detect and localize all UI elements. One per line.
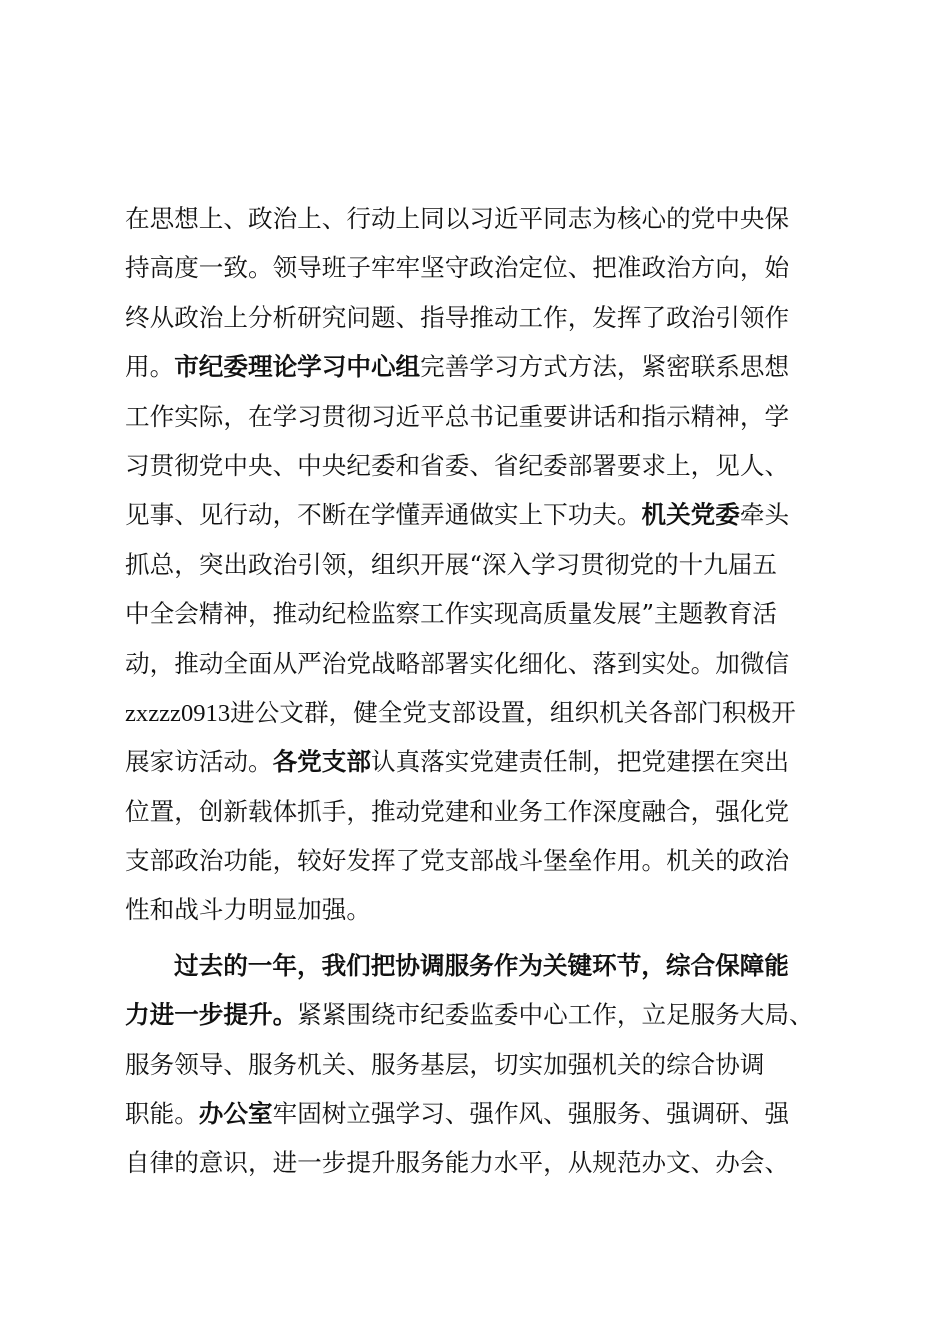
text-segment: 抓总，突出政治引领，组织开展“深入学习贯彻党的十九届五 (125, 549, 778, 579)
text-line (125, 688, 835, 737)
text-segment: 中全会精神，推动纪检监察工作实现高质量发展”主题教育活 (125, 599, 778, 629)
text-segment: 在思想上、政治上、行动上同以习近平同志为核心的党中央保 (125, 204, 790, 233)
text-segment: 认真落实党建责任制，把党建摆在突出 (370, 747, 790, 777)
text-segment: zxzzz0913 (125, 699, 231, 727)
bold-text-segment: 市纪委理论学习中心组 (174, 352, 421, 382)
text-segment: 工作实际，在学习贯彻习近平总书记重要讲话和指示精神，学 (125, 401, 790, 431)
text-segment: 见事、见行动，不断在学懂弄通做实上下功夫。 (125, 500, 642, 530)
text-line (125, 1040, 835, 1089)
text-line (125, 243, 835, 292)
text-segment: 展家访活动。 (125, 747, 273, 777)
text-line (125, 589, 835, 638)
text-segment: 性和战斗力明显加强。 (125, 895, 371, 925)
text-line (125, 885, 835, 934)
bold-text-segment: 力进一步提升。 (125, 1000, 298, 1030)
text-line (125, 293, 835, 342)
text-line (125, 540, 835, 589)
bold-text-segment: 过去的一年，我们把协调服务作为关键环节，综合保障能 (174, 950, 789, 980)
text-segment: 习贯彻党中央、中央纪委和省委、省纪委部署要求上，见人、 (125, 450, 790, 480)
bold-text-segment: 办公室 (198, 1099, 273, 1129)
text-line (125, 194, 835, 243)
text-line (125, 1138, 835, 1187)
text-line (125, 941, 835, 990)
text-line (125, 787, 835, 836)
bold-text-segment: 各党支部 (272, 747, 371, 777)
text-segment: 牢固树立强学习、强作风、强服务、强调研、强 (272, 1099, 790, 1129)
text-line (125, 441, 835, 490)
text-segment: 用。 (125, 352, 175, 382)
text-line (125, 392, 835, 441)
text-segment: 终从政治上分析研究问题、指导推动工作，发挥了政治引领作 (125, 302, 790, 332)
text-line (125, 836, 835, 885)
document-body (125, 194, 835, 1188)
text-segment: 自律的意识，进一步提升服务能力水平，从规范办文、办会、 (125, 1148, 790, 1178)
text-line (125, 639, 835, 688)
text-segment: 牵头 (739, 500, 790, 530)
text-line (125, 490, 835, 539)
text-segment: 服务领导、服务机关、服务基层，切实加强机关的综合协调 (125, 1049, 765, 1079)
text-segment: 动，推动全面从严治党战略部署实化细化、落到实处。加微信 (125, 648, 790, 678)
text-segment: 紧紧围绕市纪委监委中心工作，立足服务大局、 (297, 1000, 814, 1030)
text-line (125, 342, 835, 391)
bold-text-segment: 机关党委 (641, 500, 740, 530)
text-segment: 进公文群，健全党支部设置，组织机关各部门积极开 (230, 697, 796, 727)
text-line (125, 990, 835, 1039)
text-segment: 完善学习方式方法，紧密联系思想 (420, 352, 790, 382)
text-segment: 持高度一致。领导班子牢牢坚守政治定位、把准政治方向，始 (125, 253, 790, 283)
text-line (125, 737, 835, 786)
text-segment: 位置，创新载体抓手，推动党建和业务工作深度融合，强化党 (125, 796, 790, 826)
text-line (125, 1089, 835, 1138)
text-segment: 支部政治功能，较好发挥了党支部战斗堡垒作用。机关的政治 (125, 846, 790, 876)
text-segment: 职能。 (125, 1099, 199, 1129)
